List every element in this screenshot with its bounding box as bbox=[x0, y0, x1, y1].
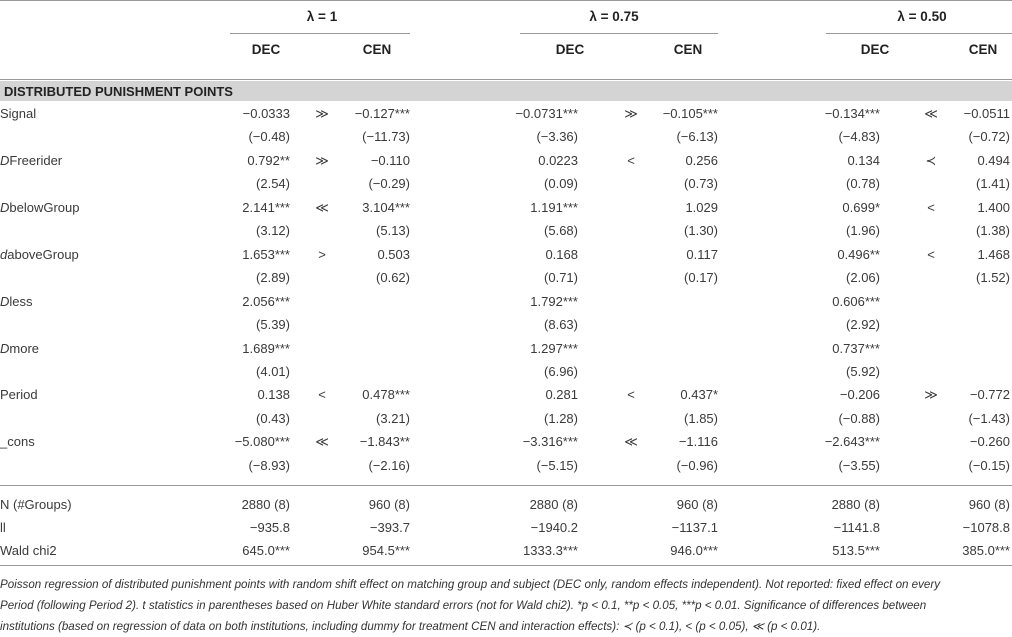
dec-cell: −0.0333 bbox=[242, 106, 290, 121]
cen-cell: −0.110 bbox=[370, 153, 410, 168]
row-label: DFreerider bbox=[0, 153, 63, 168]
dec-cell: (−3.36) bbox=[536, 129, 578, 144]
cen-cell: (1.38) bbox=[976, 223, 1010, 238]
dec-cell: (1.96) bbox=[846, 223, 880, 238]
stat-cell: −393.7 bbox=[369, 520, 410, 535]
cen-cell: (−2.16) bbox=[368, 458, 410, 473]
dec-cell: 1.792*** bbox=[530, 294, 578, 309]
dec-cell: (2.54) bbox=[256, 176, 290, 191]
stat-cell: 2880 (8) bbox=[831, 497, 880, 512]
significance-marker: < bbox=[927, 200, 935, 215]
dec-cell: (1.28) bbox=[544, 411, 578, 426]
stat-cell: 2880 (8) bbox=[529, 497, 578, 512]
dec-cell: 2.056*** bbox=[242, 294, 290, 309]
stat-cell: 513.5*** bbox=[832, 543, 880, 558]
cen-cell: −1.116 bbox=[678, 434, 718, 449]
header-rule bbox=[0, 79, 1012, 80]
lambda-underline bbox=[520, 33, 718, 34]
stat-label: Wald chi2 bbox=[0, 543, 57, 558]
significance-marker: ≫ bbox=[624, 106, 638, 121]
dec-cell: 2.141*** bbox=[242, 200, 290, 215]
stat-cell: −1940.2 bbox=[530, 520, 578, 535]
dec-cell: (0.71) bbox=[544, 270, 578, 285]
dec-cell: (2.89) bbox=[256, 270, 290, 285]
significance-marker: ≺ bbox=[925, 153, 937, 168]
stat-label: N (#Groups) bbox=[0, 497, 72, 512]
cen-cell: 0.437* bbox=[680, 387, 718, 402]
significance-marker: ≪ bbox=[315, 434, 329, 449]
significance-marker: ≪ bbox=[315, 200, 329, 215]
stat-cell: 385.0*** bbox=[962, 543, 1010, 558]
dec-cell: (0.78) bbox=[846, 176, 880, 191]
row-label: Period bbox=[0, 387, 38, 402]
significance-marker: ≪ bbox=[924, 106, 938, 121]
cen-cell: (−0.29) bbox=[368, 176, 410, 191]
cen-cell: 0.117 bbox=[686, 247, 718, 262]
cen-cell: (0.73) bbox=[684, 176, 718, 191]
cen-cell: 0.503 bbox=[377, 247, 410, 262]
dec-cell: (6.96) bbox=[544, 364, 578, 379]
dec-cell: 0.168 bbox=[545, 247, 578, 262]
cen-cell: (1.85) bbox=[684, 411, 718, 426]
stat-cell: 1333.3*** bbox=[523, 543, 578, 558]
cen-cell: 0.494 bbox=[977, 153, 1010, 168]
cen-cell: (−1.43) bbox=[968, 411, 1010, 426]
cen-cell: 1.468 bbox=[977, 247, 1010, 262]
stat-cell: 954.5*** bbox=[362, 543, 410, 558]
dec-cell: (2.92) bbox=[846, 317, 880, 332]
dec-cell: (5.92) bbox=[846, 364, 880, 379]
cen-cell: 0.256 bbox=[685, 153, 718, 168]
lambda-header: λ = 0.75 bbox=[589, 9, 639, 24]
table-footnote bbox=[0, 574, 1010, 637]
dec-cell: −2.643*** bbox=[824, 434, 880, 449]
cen-cell: (1.30) bbox=[684, 223, 718, 238]
dec-cell: (2.06) bbox=[846, 270, 880, 285]
cen-cell: 3.104*** bbox=[362, 200, 410, 215]
stat-cell: −1078.8 bbox=[962, 520, 1010, 535]
dec-cell: 0.699* bbox=[842, 200, 880, 215]
lambda-header: λ = 0.50 bbox=[897, 9, 947, 24]
lambda-underline bbox=[826, 33, 1012, 34]
dec-cell: (−5.15) bbox=[536, 458, 578, 473]
cen-cell: −0.105*** bbox=[662, 106, 718, 121]
column-header: CEN bbox=[968, 42, 998, 57]
section-title: DISTRIBUTED PUNISHMENT POINTS bbox=[4, 84, 233, 99]
section-band bbox=[0, 81, 1012, 101]
dec-cell: (0.43) bbox=[256, 411, 290, 426]
cen-cell: (−0.72) bbox=[968, 129, 1010, 144]
stat-label: ll bbox=[0, 520, 6, 535]
stat-cell: 960 (8) bbox=[676, 497, 718, 512]
cen-cell: (−0.15) bbox=[968, 458, 1010, 473]
row-label: Signal bbox=[0, 106, 37, 121]
dec-cell: (−3.55) bbox=[838, 458, 880, 473]
cen-cell: −1.843** bbox=[359, 434, 410, 449]
dec-cell: 1.297*** bbox=[530, 341, 578, 356]
cen-cell: −0.0511 bbox=[963, 106, 1010, 121]
cen-cell: (−11.73) bbox=[362, 129, 410, 144]
cen-cell: (0.62) bbox=[376, 270, 410, 285]
stat-cell: −1141.8 bbox=[833, 520, 880, 535]
cen-cell: 1.400 bbox=[977, 200, 1010, 215]
stat-cell: 946.0*** bbox=[670, 543, 718, 558]
dec-cell: 0.792** bbox=[247, 153, 290, 168]
stat-cell: 960 (8) bbox=[968, 497, 1010, 512]
stat-cell: 960 (8) bbox=[368, 497, 410, 512]
cen-cell: (1.41) bbox=[976, 176, 1010, 191]
dec-cell: 0.281 bbox=[545, 387, 578, 402]
footnote-line: institutions (based on regression of data on both institutions, including dummy for treatment CEN and interaction effects): ≺ (p < 0.1), < (p < 0.05), ≪ (p < 0.01). bbox=[0, 620, 821, 633]
bottom-rule bbox=[0, 565, 1012, 566]
column-header: DEC bbox=[251, 42, 281, 57]
cen-cell: −0.260 bbox=[969, 434, 1010, 449]
dec-cell: −3.316*** bbox=[522, 434, 578, 449]
dec-cell: (4.01) bbox=[256, 364, 290, 379]
dec-cell: −0.206 bbox=[839, 387, 880, 402]
cen-cell: −0.127*** bbox=[354, 106, 410, 121]
significance-marker: < bbox=[627, 387, 635, 402]
dec-cell: (8.63) bbox=[544, 317, 578, 332]
stat-cell: −935.8 bbox=[249, 520, 290, 535]
column-header: CEN bbox=[673, 42, 703, 57]
significance-marker: < bbox=[318, 387, 326, 402]
cen-cell: 1.029 bbox=[685, 200, 718, 215]
dec-cell: (−8.93) bbox=[248, 458, 290, 473]
top-rule bbox=[0, 0, 1012, 1]
cen-cell: (−6.13) bbox=[676, 129, 718, 144]
cen-cell: (1.52) bbox=[976, 270, 1010, 285]
lambda-header: λ = 1 bbox=[306, 9, 338, 24]
dec-cell: 0.134 bbox=[847, 153, 880, 168]
footnote-line: Period (following Period 2). t statistics in parentheses based on Huber White standard errors (not for Wald chi2). *p < 0.1, **p < 0.05, ***p < 0.01. Significance of differences between bbox=[0, 599, 927, 612]
lambda-underline bbox=[230, 33, 410, 34]
cen-cell: 0.478*** bbox=[362, 387, 410, 402]
dec-cell: −0.0731*** bbox=[515, 106, 578, 121]
dec-cell: 1.191*** bbox=[530, 200, 578, 215]
significance-marker: ≫ bbox=[315, 153, 329, 168]
cen-cell: (3.21) bbox=[376, 411, 410, 426]
dec-cell: −0.134*** bbox=[824, 106, 880, 121]
dec-cell: (−0.88) bbox=[838, 411, 880, 426]
row-label: DbelowGroup bbox=[0, 200, 80, 215]
dec-cell: 1.653*** bbox=[242, 247, 290, 262]
stats-rule bbox=[0, 485, 1012, 486]
dec-cell: −5.080*** bbox=[234, 434, 290, 449]
dec-cell: 0.0223 bbox=[538, 153, 578, 168]
cen-cell: (5.13) bbox=[376, 223, 410, 238]
row-label: _cons bbox=[0, 434, 35, 449]
dec-cell: 0.496** bbox=[837, 247, 880, 262]
significance-marker: ≪ bbox=[624, 434, 638, 449]
stat-cell: −1137.1 bbox=[671, 520, 718, 535]
stat-cell: 2880 (8) bbox=[241, 497, 290, 512]
footnote-line: Poisson regression of distributed punishment points with random shift effect on matching group and subject (DEC only, random effects independent). Not reported: fixed effect on every bbox=[0, 578, 941, 591]
dec-cell: (−4.83) bbox=[838, 129, 880, 144]
dec-cell: 1.689*** bbox=[242, 341, 290, 356]
cen-cell: (0.17) bbox=[684, 270, 718, 285]
row-label: Dless bbox=[0, 294, 33, 309]
dec-cell: (5.39) bbox=[256, 317, 290, 332]
significance-marker: ≫ bbox=[315, 106, 329, 121]
dec-cell: (0.09) bbox=[544, 176, 578, 191]
stat-cell: 645.0*** bbox=[242, 543, 290, 558]
significance-marker: < bbox=[627, 153, 635, 168]
significance-marker: < bbox=[927, 247, 935, 262]
dec-cell: 0.737*** bbox=[832, 341, 880, 356]
row-label: Dmore bbox=[0, 341, 40, 356]
cen-cell: −0.772 bbox=[969, 387, 1010, 402]
dec-cell: (−0.48) bbox=[248, 129, 290, 144]
column-header: DEC bbox=[555, 42, 585, 57]
significance-marker: ≫ bbox=[924, 387, 938, 402]
dec-cell: (5.68) bbox=[544, 223, 578, 238]
dec-cell: 0.138 bbox=[257, 387, 290, 402]
significance-marker: > bbox=[318, 247, 326, 262]
column-header: CEN bbox=[362, 42, 392, 57]
column-header: DEC bbox=[860, 42, 890, 57]
cen-cell: (−0.96) bbox=[676, 458, 718, 473]
dec-cell: 0.606*** bbox=[832, 294, 880, 309]
row-label: daboveGroup bbox=[0, 247, 79, 262]
dec-cell: (3.12) bbox=[256, 223, 290, 238]
